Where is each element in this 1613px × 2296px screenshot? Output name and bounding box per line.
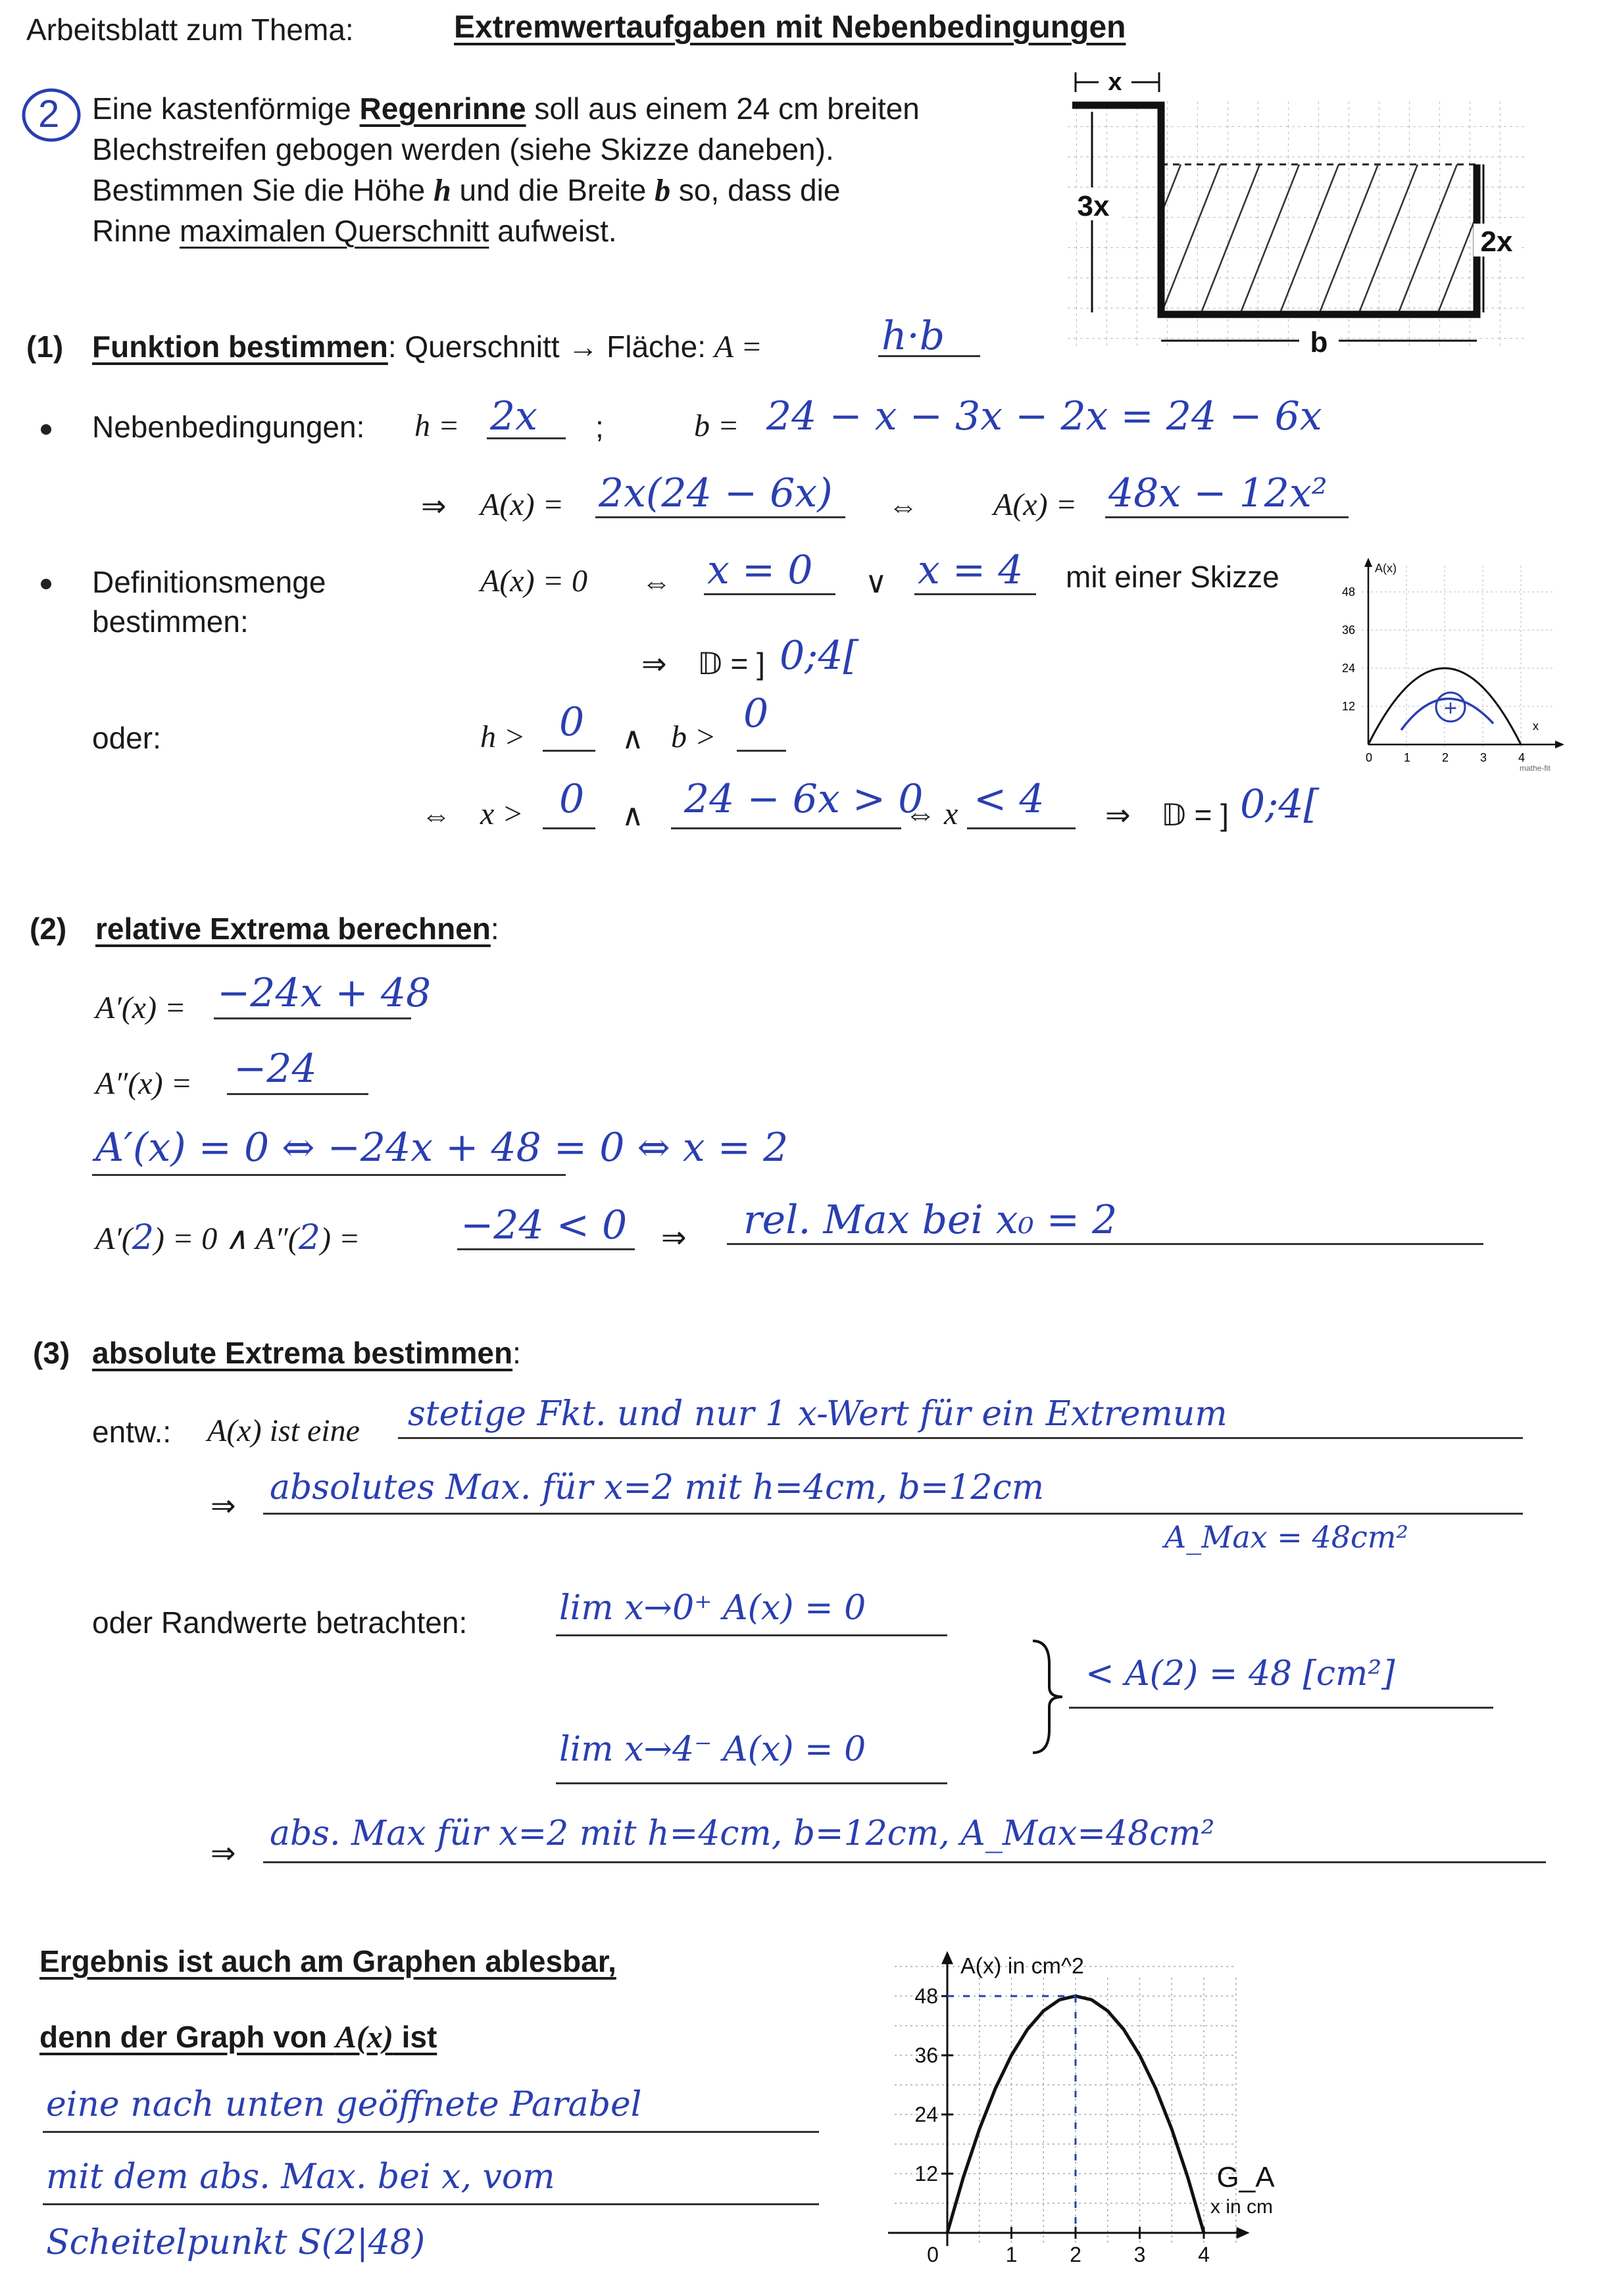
chart-series-label: G_A: [1216, 2161, 1275, 2193]
A-of-x-line-2: [1105, 516, 1349, 518]
mini-ytick: 12: [1341, 700, 1355, 713]
randwerte-label: oder Randwerte betrachten:: [92, 1605, 468, 1640]
y-tick-label: 24: [914, 2103, 938, 2126]
abs-answer-2b: A_Max = 48cm²: [1164, 1519, 1408, 1555]
x-greater-answer: 0: [559, 776, 585, 822]
mini-xtick: 1: [1404, 751, 1411, 764]
result-line-1: Ergebnis ist auch am Graphen ablesbar,: [39, 1944, 616, 1978]
b-greater-answer: 0: [743, 691, 769, 737]
check-arrow: ⇒: [661, 1220, 687, 1254]
abs-line-2: [263, 1513, 1523, 1515]
second-derivative-label: A″(x) =: [95, 1066, 192, 1101]
brace-line: [1069, 1707, 1493, 1709]
d2-line: [227, 1093, 368, 1095]
mini-ytick: 36: [1341, 623, 1355, 637]
section2-heading: relative Extrema berechnen:: [95, 912, 499, 946]
sketch-hint: mit einer Skizze: [1066, 560, 1279, 594]
A-of-x-answer-2: 48x − 12x²: [1108, 470, 1328, 516]
x-axis-arrow: [1237, 2227, 1250, 2239]
chart-ylabel: A(x) in cm^2: [960, 1953, 1084, 1979]
h-greater-line: [543, 750, 595, 752]
zero-condition: A′(x) = 0 ⇔ −24x + 48 = 0 ⇔ x = 2: [95, 1125, 789, 1171]
abs-arrow-2: ⇒: [211, 1836, 236, 1870]
zero-line: [92, 1174, 566, 1176]
abs-line-3: [263, 1861, 1546, 1863]
A-ist-eine: A(x) ist eine: [207, 1413, 360, 1448]
limit-2: lim x→4⁻ A(x) = 0: [559, 1730, 866, 1769]
check-answer: −24 < 0: [460, 1202, 628, 1248]
h-equals: h =: [414, 408, 460, 443]
page-title: Extremwertaufgaben mit Nebenbedingungen: [454, 10, 1126, 45]
mini-xlabel: x: [1533, 720, 1539, 733]
d1-line: [214, 1017, 411, 1019]
section1-heading: Funktion bestimmen: Querschnitt → Fläche: A =: [92, 330, 762, 364]
section3-number: (3): [33, 1336, 70, 1370]
sketch-label-b: b: [1310, 326, 1328, 358]
task-line-2: Blechstreifen gebogen werden (siehe Skizze daneben).: [92, 132, 834, 166]
abs-answer-1: stetige Fkt. und nur 1 x-Wert für ein Extremum: [408, 1394, 1228, 1434]
section1-number: (1): [26, 330, 64, 364]
x-greater-line: [543, 827, 595, 829]
task-line-1: Eine kastenförmige Regenrinne soll aus einem 24 cm breiten: [92, 91, 920, 126]
check-line: A′(2) = 0 ∧ A″(2) =: [95, 1218, 360, 1258]
result-hw-line-2: [43, 2203, 819, 2205]
mini-ytick: 48: [1341, 585, 1355, 598]
A-of-x-answer: 2x(24 − 6x): [599, 470, 833, 516]
answer-line: [878, 355, 980, 357]
bullet: [41, 424, 51, 435]
x-greater: x >: [480, 796, 524, 831]
sketch-label-2x: 2x: [1480, 226, 1513, 258]
def-label-2: bestimmen:: [92, 604, 249, 639]
limit-1-line: [556, 1634, 947, 1636]
h-answer-line: [487, 437, 566, 439]
A-of-x-label-2: A(x) =: [993, 487, 1077, 522]
y-tick-label: 36: [914, 2043, 938, 2067]
section2-number: (2): [30, 912, 67, 946]
h-answer: 2x: [490, 393, 538, 439]
check-line-underline: [457, 1248, 635, 1250]
b-equals: b =: [694, 408, 739, 443]
entw-label: entw.:: [92, 1415, 172, 1449]
answer-area: h·b: [881, 313, 945, 359]
header-label: Arbeitsblatt zum Thema:: [26, 12, 354, 47]
x-less-answer: < 4: [974, 776, 1045, 822]
sketch-label-x: x: [1108, 68, 1122, 96]
nb-label: Nebenbedingungen:: [92, 410, 365, 444]
abs-line-1: [398, 1437, 1523, 1439]
limit-2-line: [556, 1782, 947, 1784]
area-function-chart: [868, 1901, 1289, 2282]
bullet: [41, 579, 51, 589]
abs-arrow-1: ⇒: [211, 1488, 236, 1523]
and-sign-2: ∧: [622, 798, 644, 832]
x-tick-label: 4: [1198, 2243, 1210, 2266]
result-hw-3: Scheitelpunkt S(2|48): [46, 2223, 426, 2262]
second-derivative-answer: −24: [234, 1046, 317, 1092]
semicolon: ;: [595, 410, 604, 444]
limit-1: lim x→0⁺ A(x) = 0: [559, 1588, 866, 1628]
x-tick-label: 0: [927, 2243, 939, 2266]
result-line-2: denn der Graph von A(x) ist: [39, 2020, 437, 2055]
b-greater-line: [737, 750, 786, 752]
oder-label: oder:: [92, 721, 161, 755]
gutter-sketch: [1046, 66, 1546, 368]
equiv-sign: ⇔: [888, 489, 918, 523]
x-less-line: [967, 827, 1076, 829]
y-tick-label: 48: [914, 1984, 938, 2008]
curly-brace: [1026, 1638, 1066, 1756]
b-answer: 24 − x − 3x − 2x = 24 − 6x: [766, 393, 1322, 439]
mini-xtick: 3: [1480, 751, 1487, 764]
condition-answer: 24 − 6x > 0: [684, 776, 924, 822]
abs-answer-2: absolutes Max. für x=2 mit h=4cm, b=12cm: [270, 1468, 1045, 1507]
first-derivative-label: A′(x) =: [95, 990, 186, 1025]
keyword-regenrinne: Regenrinne: [359, 91, 526, 126]
b-greater: b >: [671, 720, 716, 754]
A-zero: A(x) = 0: [480, 564, 587, 598]
mini-chart: [1335, 552, 1566, 776]
domain-label-2: 𝔻 = ]: [1161, 798, 1229, 832]
or-sign: ∨: [865, 565, 887, 599]
mini-plus-sign: +: [1444, 696, 1457, 721]
x-tick-label: 1: [1005, 2243, 1018, 2266]
domain-answer: 0;4[: [780, 633, 858, 679]
mini-chart-ylabel: A(x): [1375, 562, 1397, 575]
h-greater: h >: [480, 720, 526, 754]
section3-heading: absolute Extrema bestimmen:: [92, 1336, 521, 1370]
implies-arrow-3: ⇒: [1105, 798, 1131, 832]
chart-xlabel: x in cm: [1210, 2196, 1274, 2218]
sketch-label-3x: 3x: [1077, 190, 1110, 222]
mini-xtick: 4: [1518, 751, 1526, 764]
y-tick-label: 12: [914, 2162, 938, 2186]
condition-line: [671, 827, 901, 829]
x-tick-label: 3: [1133, 2243, 1146, 2266]
root-2-line: [914, 593, 1036, 595]
equiv-sign-3: ⇔: [421, 798, 451, 832]
implies-arrow-2: ⇒: [641, 647, 667, 681]
x-tick-label: 2: [1070, 2243, 1081, 2266]
domain-answer-2: 0;4[: [1240, 781, 1319, 827]
equiv-x: ⇔ x: [905, 796, 958, 831]
root-2: x = 4: [918, 547, 1024, 593]
and-sign: ∧: [622, 721, 644, 755]
result-hw-1: eine nach unten geöffnete Parabel: [46, 2085, 642, 2124]
A-of-x-line: [595, 516, 845, 518]
y-axis-arrow: [941, 1951, 953, 1965]
result-line: [727, 1243, 1483, 1245]
root-1: x = 0: [707, 547, 813, 593]
mini-ytick: 24: [1341, 662, 1355, 675]
mini-xtick: 2: [1442, 751, 1449, 764]
task-line-3: Bestimmen Sie die Höhe h und die Breite b so, dass die: [92, 173, 841, 208]
check-result: rel. Max bei x₀ = 2: [743, 1197, 1118, 1243]
abs-answer-3: abs. Max für x=2 mit h=4cm, b=12cm, A_Max=48cm²: [270, 1814, 1215, 1853]
A-of-x-label: A(x) =: [480, 487, 564, 522]
implies-arrow: ⇒: [421, 489, 447, 523]
task-number: 2: [38, 93, 60, 135]
result-hw-line-1: [43, 2131, 819, 2133]
task-line-4: Rinne maximalen Querschnitt aufweist.: [92, 214, 617, 248]
def-label-1: Definitionsmenge: [92, 565, 326, 599]
equiv-sign-2: ⇔: [641, 565, 672, 599]
root-1-line: [704, 593, 835, 595]
first-derivative-answer: −24x + 48: [217, 970, 432, 1016]
mini-footer: mathe-fit: [1520, 764, 1551, 773]
result-hw-2: mit dem abs. Max. bei x, vom: [46, 2157, 555, 2197]
domain-label: 𝔻 = ]: [697, 647, 765, 681]
mini-xtick: 0: [1366, 751, 1373, 764]
brace-answer: < A(2) = 48 [cm²]: [1085, 1654, 1395, 1694]
h-greater-answer: 0: [559, 699, 585, 745]
